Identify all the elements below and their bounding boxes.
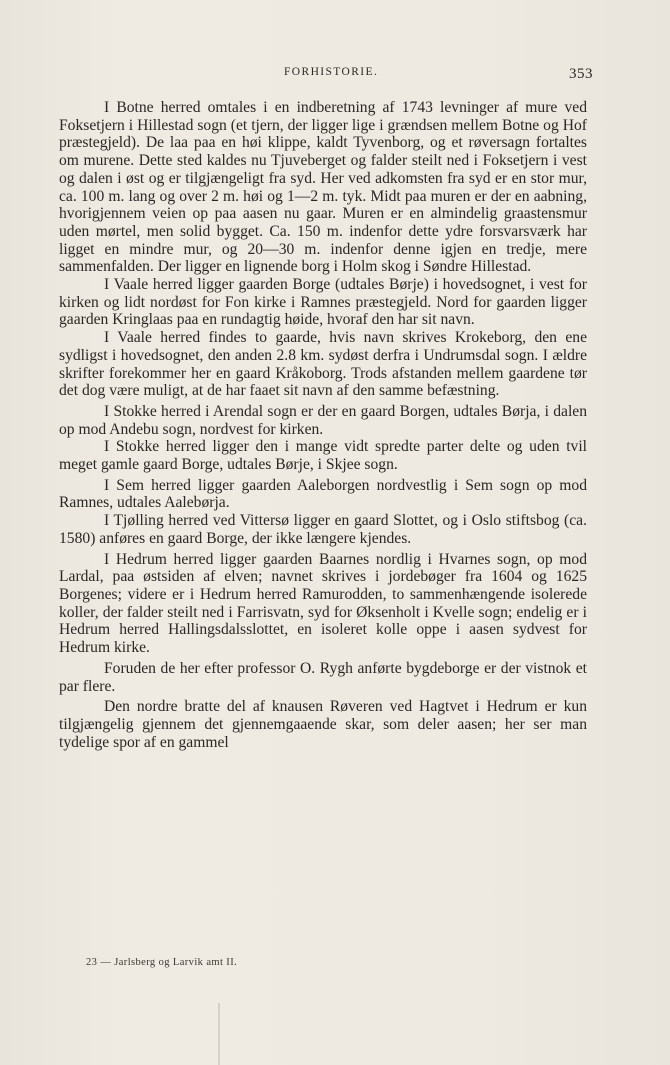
signature-footer: 23 — Jarlsberg og Larvik amt II. [86,957,238,968]
paragraph: I Tjølling herred ved Vittersø ligger en gaard Slottet, og i Oslo stiftsbog (ca. 1580) anføres en gaard Borge, der ikke længere kjendes. [59,512,587,547]
page-edge-mark [218,1003,220,1065]
paragraph: Foruden de her efter professor O. Rygh anførte bygdeborge er der vistnok et par flere. [59,659,587,695]
paragraph: I Botne herred omtales i en indberetning af 1743 levninger af mure ved Foksetjern i Hillestad sogn (et tjern, der ligger lige i grændsen mellem Botne og Hof præstegjeld). De laa paa en høi klippe, kaldt Tyvenborg, og et røversagn fortaltes om murene. Dette sted kaldes nu Tjuveberget og falder steilt ned i Foksetjern i vest og dalen i øst og er tilgjængeligt fra syd. Her ved adkomsten fra syd er en stor mur, ca. 100 m. lang og over 2 m. høi og 1—2 m. tyk. Midt paa muren er der en aabning, hvorigjennem veien op paa aasen nu gaar. Muren er en almindelig graastensmur uden mørtel, men solid bygget. Ca. 150 m. indenfor dette ydre forsvarsværk har ligget en mindre mur, og 20—30 m. indenfor denne igjen en tredje, mere sammenfalden. Der ligger en lignende borg i Holm skog i Søndre Hillestad. [59,99,587,276]
page-header [60,66,593,84]
body-text [59,99,587,751]
paragraph: I Sem herred ligger gaarden Aaleborgen nordvestlig i Sem sogn op mod Ramnes, udtales Aalebørja. [59,476,587,512]
paragraph: I Stokke herred ligger den i mange vidt spredte parter delte og uden tvil meget gamle gaard Borge, udtales Børje, i Skjee sogn. [59,438,587,474]
paragraph: I Stokke herred i Arendal sogn er der en gaard Borgen, udtales Børja, i dalen op mod Andebu sogn, nordvest for kirken. [59,402,587,438]
paragraph: I Vaale herred findes to gaarde, hvis navn skrives Krokeborg, den ene sydligst i hovedsognet, den anden 2.8 km. sydøst derfra i Undrumsdal sogn. I ældre skrifter forekommer her en gaard Kråkoborg. Trods afstanden mellem gaardene tør det dog være muligt, at de har faaet sit navn af den samme befæstning. [59,329,587,400]
paragraph: I Hedrum herred ligger gaarden Baarnes nordlig i Hvarnes sogn, op mod Lardal, paa østsiden af elven; navnet skrives i jordebøger fra 1604 og 1625 Borgenes; videre er i Hedrum herred Ramurodden, to sammenhængende isolerede koller, der falder steilt ned i Farrisvatn, syd for Øksenholt i Kvelle sogn; endelig er i Hedrum herred Hallingsdalsslottet, en isoleret kolle oppe i aasen sydvest for Hedrum kirke. [59,550,587,657]
paragraph: Den nordre bratte del af knausen Røveren ved Hagtvet i Hedrum er kun tilgjængelig gjennem det gjennemgaaende skar, som deler aasen; her ser man tydelige spor af en gammel [59,698,587,751]
paragraph: I Vaale herred ligger gaarden Borge (udtales Børje) i hovedsognet, i vest for kirken og lidt nordøst for Fon kirke i Ramnes præstegjeld. Nord for gaarden ligger gaarden Kringlaas paa en rundagtig høide, hvoraf den har sit navn. [59,276,587,329]
running-head: FORHISTORIE. [284,66,379,78]
page-number: 353 [569,66,593,82]
